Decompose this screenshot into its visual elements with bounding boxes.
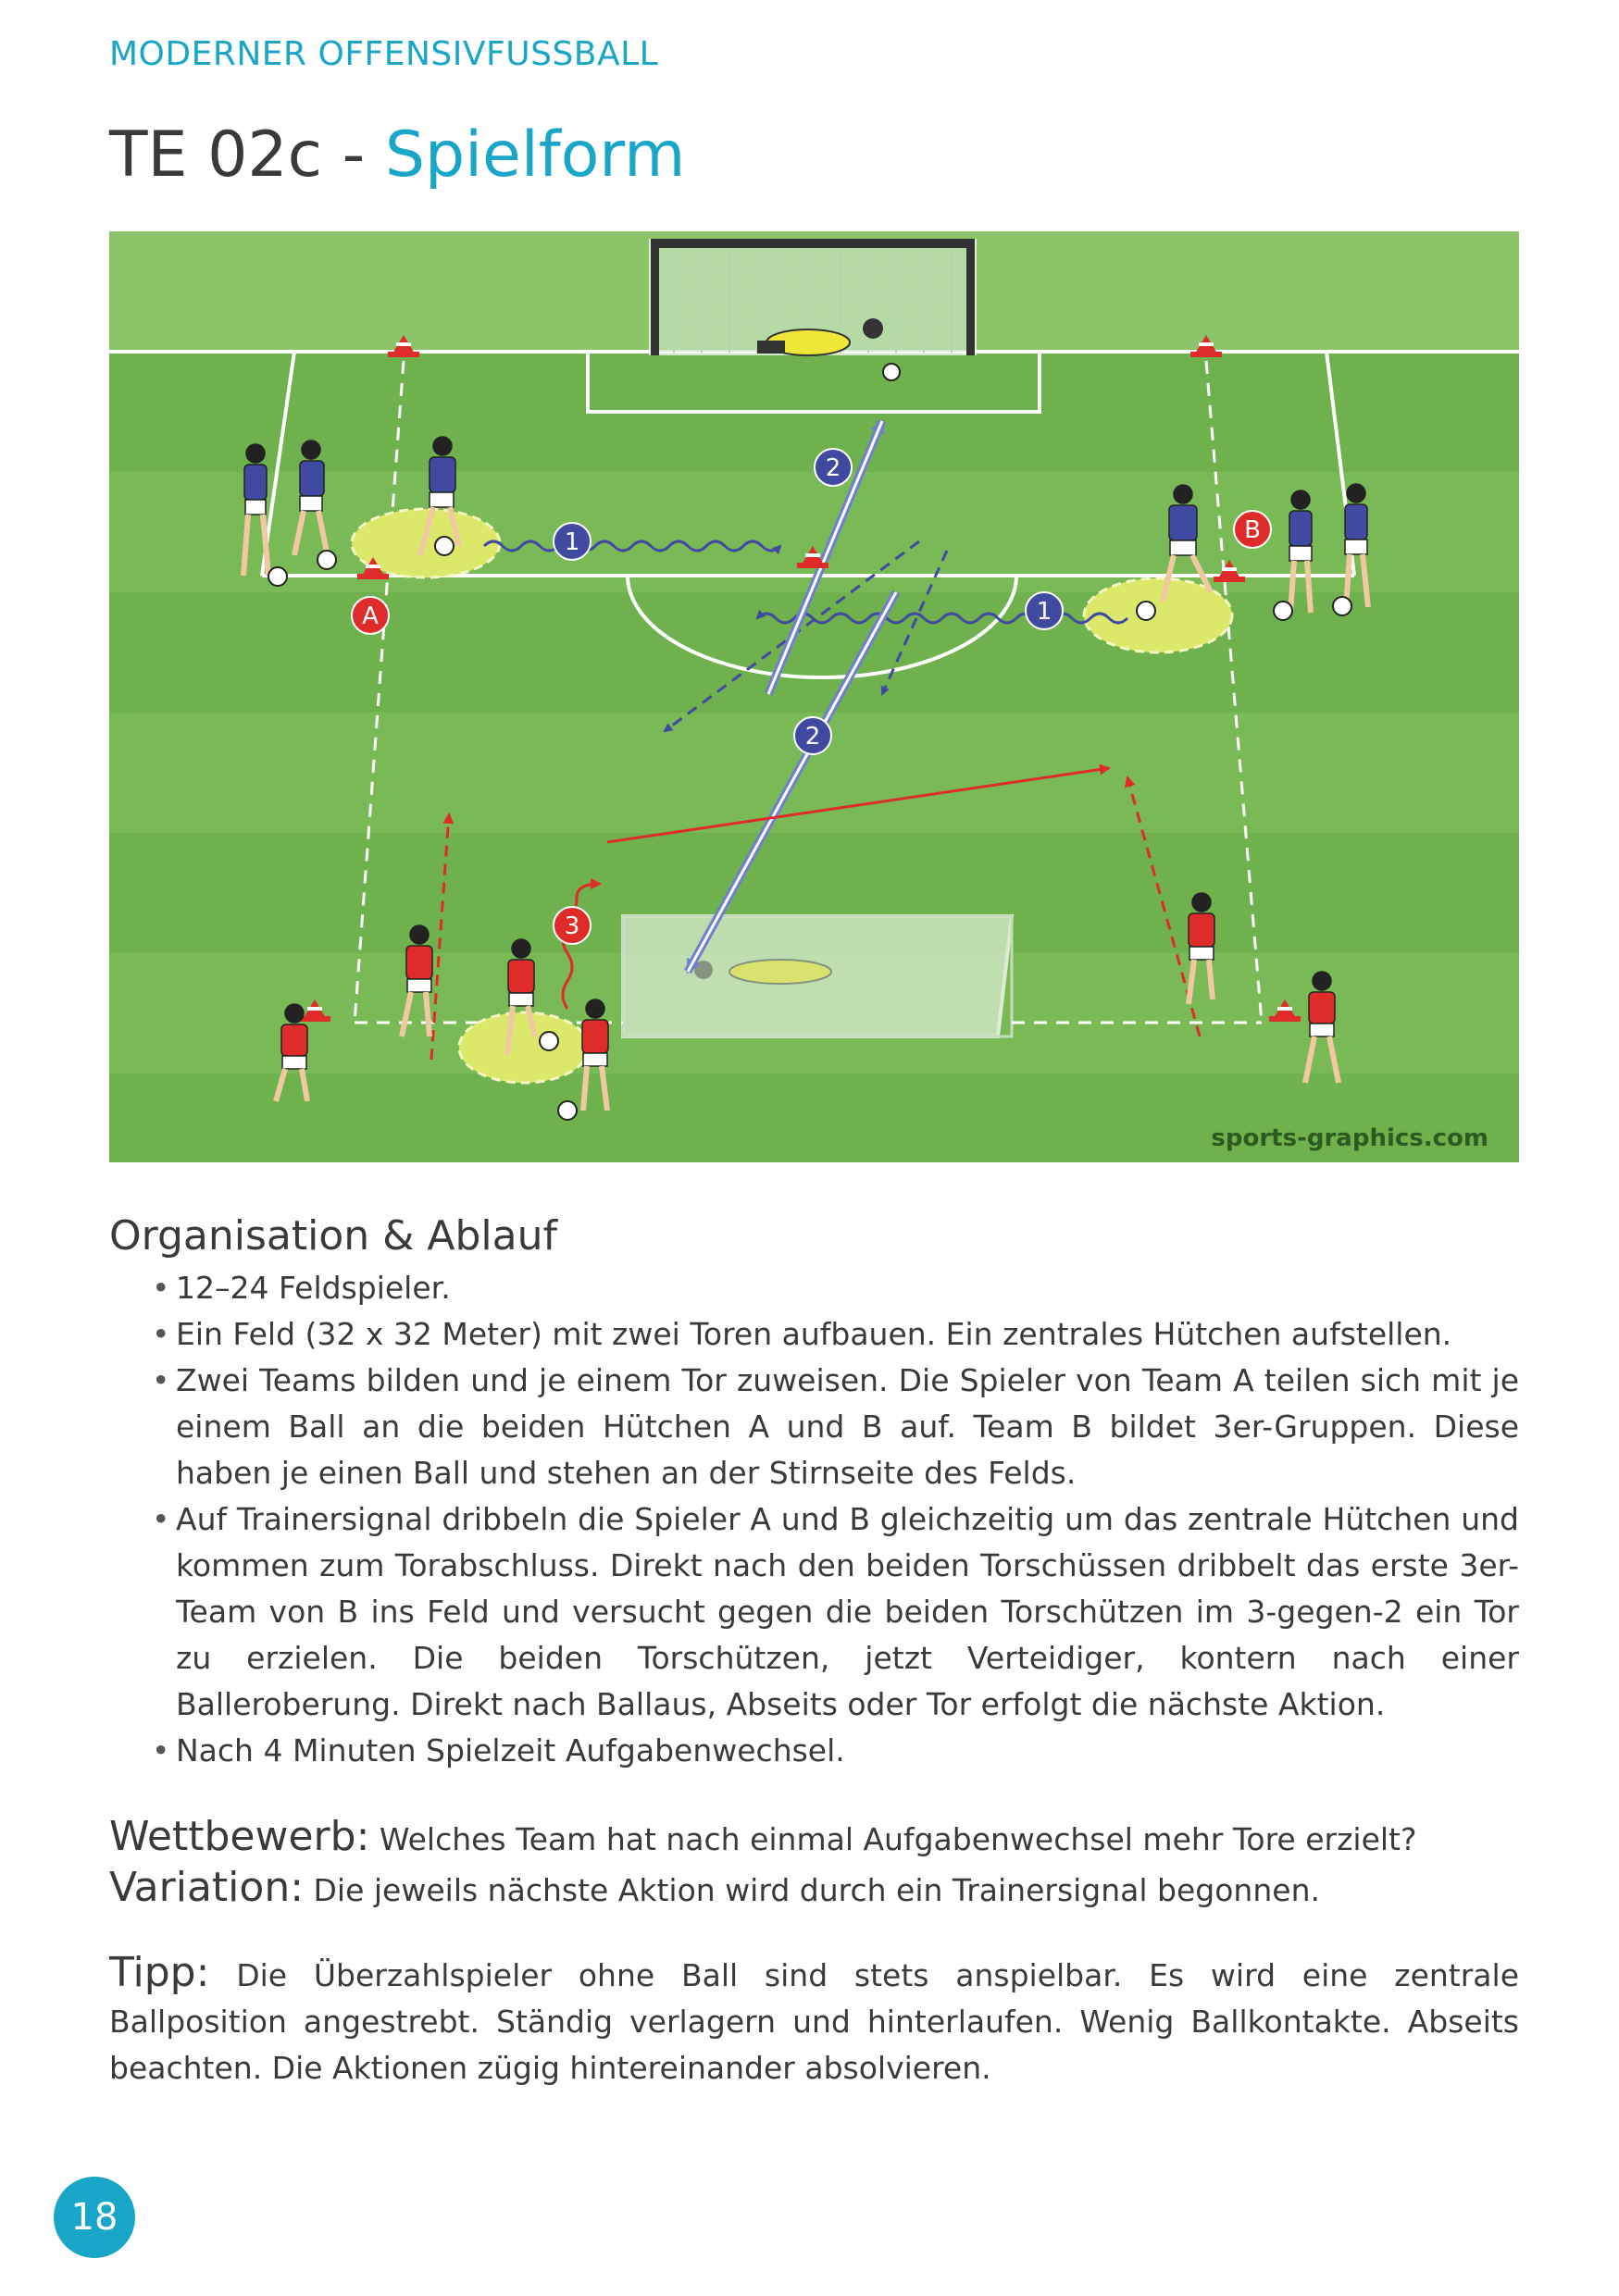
organisation-title: Organisation & Ablauf — [109, 1212, 557, 1260]
training-diagram — [109, 231, 1519, 1162]
tip-paragraph — [109, 1950, 1519, 2091]
badge-1-left-label: 1 — [564, 528, 580, 556]
cone-a-label: A — [362, 602, 379, 630]
page-number: 18 — [54, 2177, 135, 2258]
badge-1-right-label: 1 — [1036, 598, 1052, 626]
badge-3-label: 3 — [564, 912, 580, 940]
running-header: MODERNER OFFENSIVFUSSBALL — [109, 35, 659, 73]
cone-b-label: B — [1244, 516, 1261, 544]
list-item: • Zwei Teams bilden und je einem Tor zuweisen. Die Spieler von Team A teilen sich mit je einem Ball an die beiden Hütchen A und B auf. Team B bildet 3er-Gruppen. Diese haben je einen Ball und stehen an der Stirnseite des Felds. — [109, 1358, 1519, 1496]
wettbewerb-line — [109, 1813, 1519, 1864]
badge-2-bottom-label: 2 — [804, 723, 821, 751]
tip-text: Die Überzahlspieler ohne Ball sind stets anspielbar. Es wird eine zentrale Ballposition angestrebt. Ständig verlagern und hinterlaufen. Wenig Ballkontakte. Abseits beachten. Die Aktionen zügig hintereinander absolvieren. — [109, 1957, 1519, 2086]
wettbewerb-text: Welches Team hat nach einmal Aufgabenwechsel mehr Tore erzielt? — [369, 1821, 1417, 1857]
title-name: Spielform — [384, 118, 686, 192]
tip-label: Tipp: — [109, 1949, 210, 1996]
badge-2-top-label: 2 — [825, 454, 841, 482]
page-title — [109, 118, 685, 192]
zone-red — [459, 1012, 589, 1083]
list-item: • Ein Feld (32 x 32 Meter) mit zwei Toren aufbauen. Ein zentrales Hütchen aufstellen. — [109, 1311, 1519, 1358]
list-item: • 12–24 Feldspieler. — [109, 1265, 1519, 1311]
variation-label: Variation: — [109, 1864, 305, 1911]
diagram-credit: sports-graphics.com — [1211, 1124, 1488, 1152]
variation-text: Die jeweils nächste Aktion wird durch ein Trainersignal begonnen. — [304, 1872, 1320, 1908]
list-item: • Nach 4 Minuten Spielzeit Aufgabenwechsel. — [109, 1728, 1519, 1774]
wettbewerb-label: Wettbewerb: — [109, 1813, 370, 1860]
organisation-list — [109, 1265, 1519, 1774]
title-code: TE 02c - — [109, 118, 385, 192]
competition-block — [109, 1813, 1519, 1915]
variation-line — [109, 1864, 1519, 1915]
list-item: • Auf Trainersignal dribbeln die Spieler A und B gleichzeitig um das zentrale Hütchen und kommen zum Torabschluss. Direkt nach den beiden Torschüssen dribbelt das erste 3er-Team von B ins Feld und versucht gegen die beiden Torschützen im 3-gegen-2 ein Tor zu erzielen. Die beiden Torschützen, jetzt Verteidiger, kontern nach einer Balleroberung. Direkt nach Ballaus, Abseits oder Tor erfolgt die nächste Aktion. — [109, 1496, 1519, 1728]
content — [109, 1212, 1519, 2091]
